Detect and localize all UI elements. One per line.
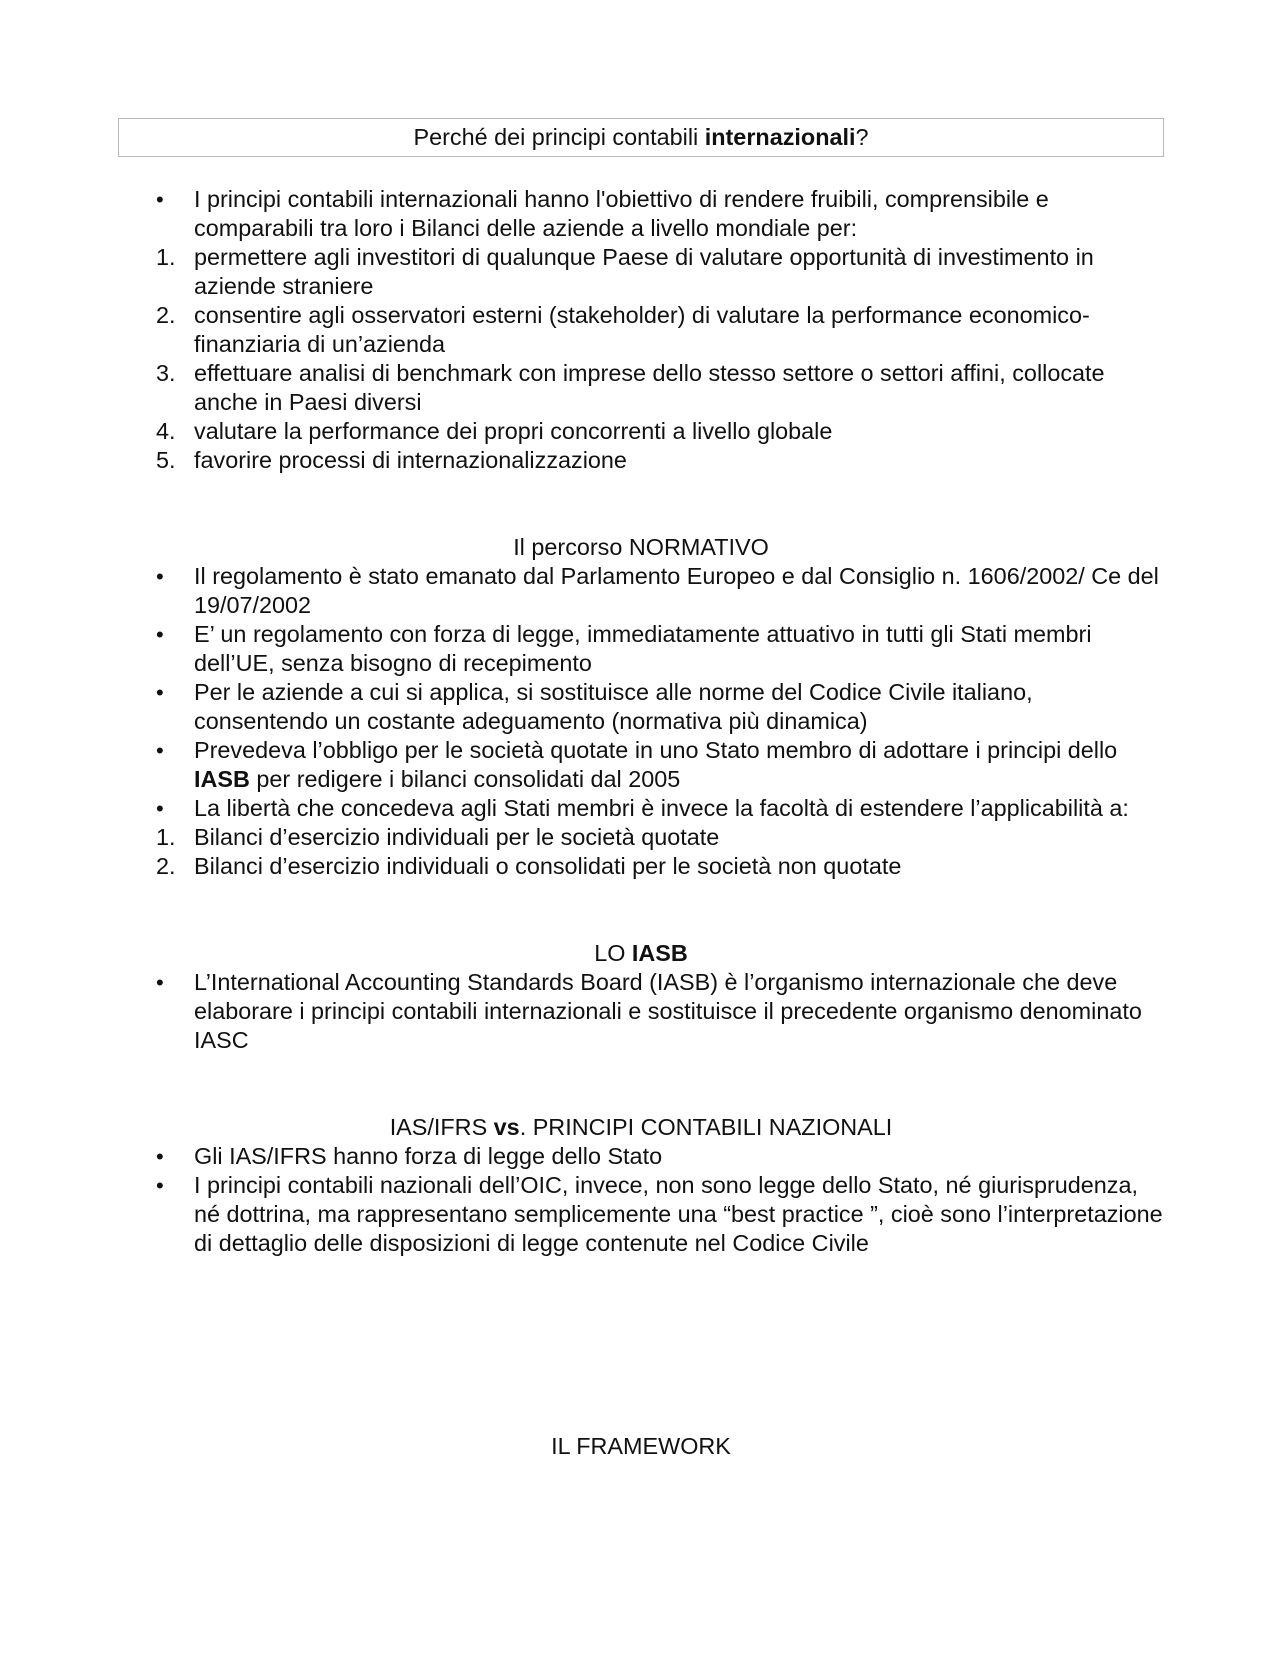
text-run-bold: IASB [194, 766, 250, 792]
number-marker: 2. [156, 853, 176, 879]
normativo-heading: Il percorso NORMATIVO [513, 534, 769, 560]
list-item-text: I principi contabili internazionali hanno l'obiettivo di rendere fruibili, comprensibile e comparabili tra loro i Bilanci delle aziende a livello mondiale per: [194, 186, 1049, 241]
list-item-text: I principi contabili nazionali dell’OIC, invece, non sono legge dello Stato, né giurisprudenza, né dottrina, ma rappresentano semplicemente una “best practice ”, cioè sono l’interpretazione di dettaglio delle disposizioni di legge contenute nel Codice Civile [194, 1172, 1163, 1256]
heading-text: LO [594, 940, 632, 966]
list-item [118, 736, 1164, 794]
list-item-text [194, 737, 1117, 792]
section-title-end: ? [855, 124, 869, 150]
ias-vs-list [118, 1142, 1164, 1258]
number-marker: 1. [156, 824, 176, 850]
list-item-text: Per le aziende a cui si applica, si sostituisce alle norme del Codice Civile italiano, consentendo un costante adeguamento (normativa più dinamica) [194, 679, 1033, 734]
list-item-text: L’International Accounting Standards Board (IASB) è l’organismo internazionale che deve elaborare i principi contabili internazionali e sostituisce il precedente organismo denominato IASC [194, 969, 1142, 1053]
list-item-text: E’ un regolamento con forza di legge, immediatamente attuativo in tutti gli Stati membri dell’UE, senza bisogno di recepimento [194, 621, 1092, 676]
iasb-heading [118, 939, 1164, 968]
bullet-marker: • [156, 1144, 164, 1169]
number-marker: 1. [156, 244, 176, 270]
list-item [118, 852, 1164, 881]
list-item [118, 620, 1164, 678]
text-run: per redigere i bilanci consolidati dal 2005 [249, 766, 681, 792]
list-item-text: favorire processi di internazionalizzazione [194, 447, 627, 473]
bullet-marker: • [156, 622, 164, 647]
heading-bold: IASB [631, 940, 688, 966]
list-item-text: Bilanci d’esercizio individuali per le società quotate [194, 824, 720, 850]
iasb-list [118, 968, 1164, 1055]
list-item [118, 823, 1164, 852]
section-title-box [118, 118, 1164, 157]
list-item [118, 562, 1164, 620]
number-marker: 4. [156, 418, 176, 444]
bullet-marker: • [156, 680, 164, 705]
section-title-bold: internazionali [704, 124, 856, 150]
section-title-text: Perché dei principi contabili [413, 124, 705, 150]
heading-text: IAS/IFRS [389, 1114, 494, 1140]
list-item-text: La libertà che concedeva agli Stati membri è invece la facoltà di estendere l’applicabilità a: [194, 795, 1129, 821]
heading-bold: vs [493, 1114, 520, 1140]
framework-heading: IL FRAMEWORK [551, 1433, 731, 1459]
list-item [118, 185, 1164, 243]
list-item [118, 794, 1164, 823]
bullet-marker: • [156, 1173, 164, 1198]
ias-vs-heading [118, 1113, 1164, 1142]
list-item-text: Gli IAS/IFRS hanno forza di legge dello Stato [194, 1143, 663, 1169]
bullet-marker: • [156, 970, 164, 995]
document-page [118, 118, 1164, 1461]
bullet-marker: • [156, 738, 164, 763]
list-item [118, 359, 1164, 417]
list-item-text: Il regolamento è stato emanato dal Parlamento Europeo e dal Consiglio n. 1606/2002/ Ce del 19/07/2002 [194, 563, 1159, 618]
list-item [118, 1171, 1164, 1258]
list-item-text: Bilanci d’esercizio individuali o consolidati per le società non quotate [194, 853, 902, 879]
bullet-marker: • [156, 796, 164, 821]
list-item [118, 417, 1164, 446]
list-item [118, 446, 1164, 475]
heading-text: . PRINCIPI CONTABILI NAZIONALI [519, 1114, 893, 1140]
text-run: Prevedeva l’obbligo per le società quotate in uno Stato membro di adottare i principi dello [194, 737, 1118, 763]
list-item [118, 678, 1164, 736]
list-item-text: permettere agli investitori di qualunque Paese di valutare opportunità di investimento in aziende straniere [194, 244, 1094, 299]
number-marker: 5. [156, 447, 176, 473]
list-item [118, 1142, 1164, 1171]
bullet-marker: • [156, 187, 164, 212]
list-item [118, 243, 1164, 301]
objectives-list [118, 185, 1164, 475]
list-item [118, 968, 1164, 1055]
normativo-list [118, 562, 1164, 881]
number-marker: 2. [156, 302, 176, 328]
list-item-text: effettuare analisi di benchmark con imprese dello stesso settore o settori affini, collocate anche in Paesi diversi [194, 360, 1105, 415]
number-marker: 3. [156, 360, 176, 386]
list-item [118, 301, 1164, 359]
list-item-text: valutare la performance dei propri concorrenti a livello globale [194, 418, 833, 444]
bullet-marker: • [156, 564, 164, 589]
list-item-text: consentire agli osservatori esterni (stakeholder) di valutare la performance economico-finanziaria di un’azienda [194, 302, 1090, 357]
